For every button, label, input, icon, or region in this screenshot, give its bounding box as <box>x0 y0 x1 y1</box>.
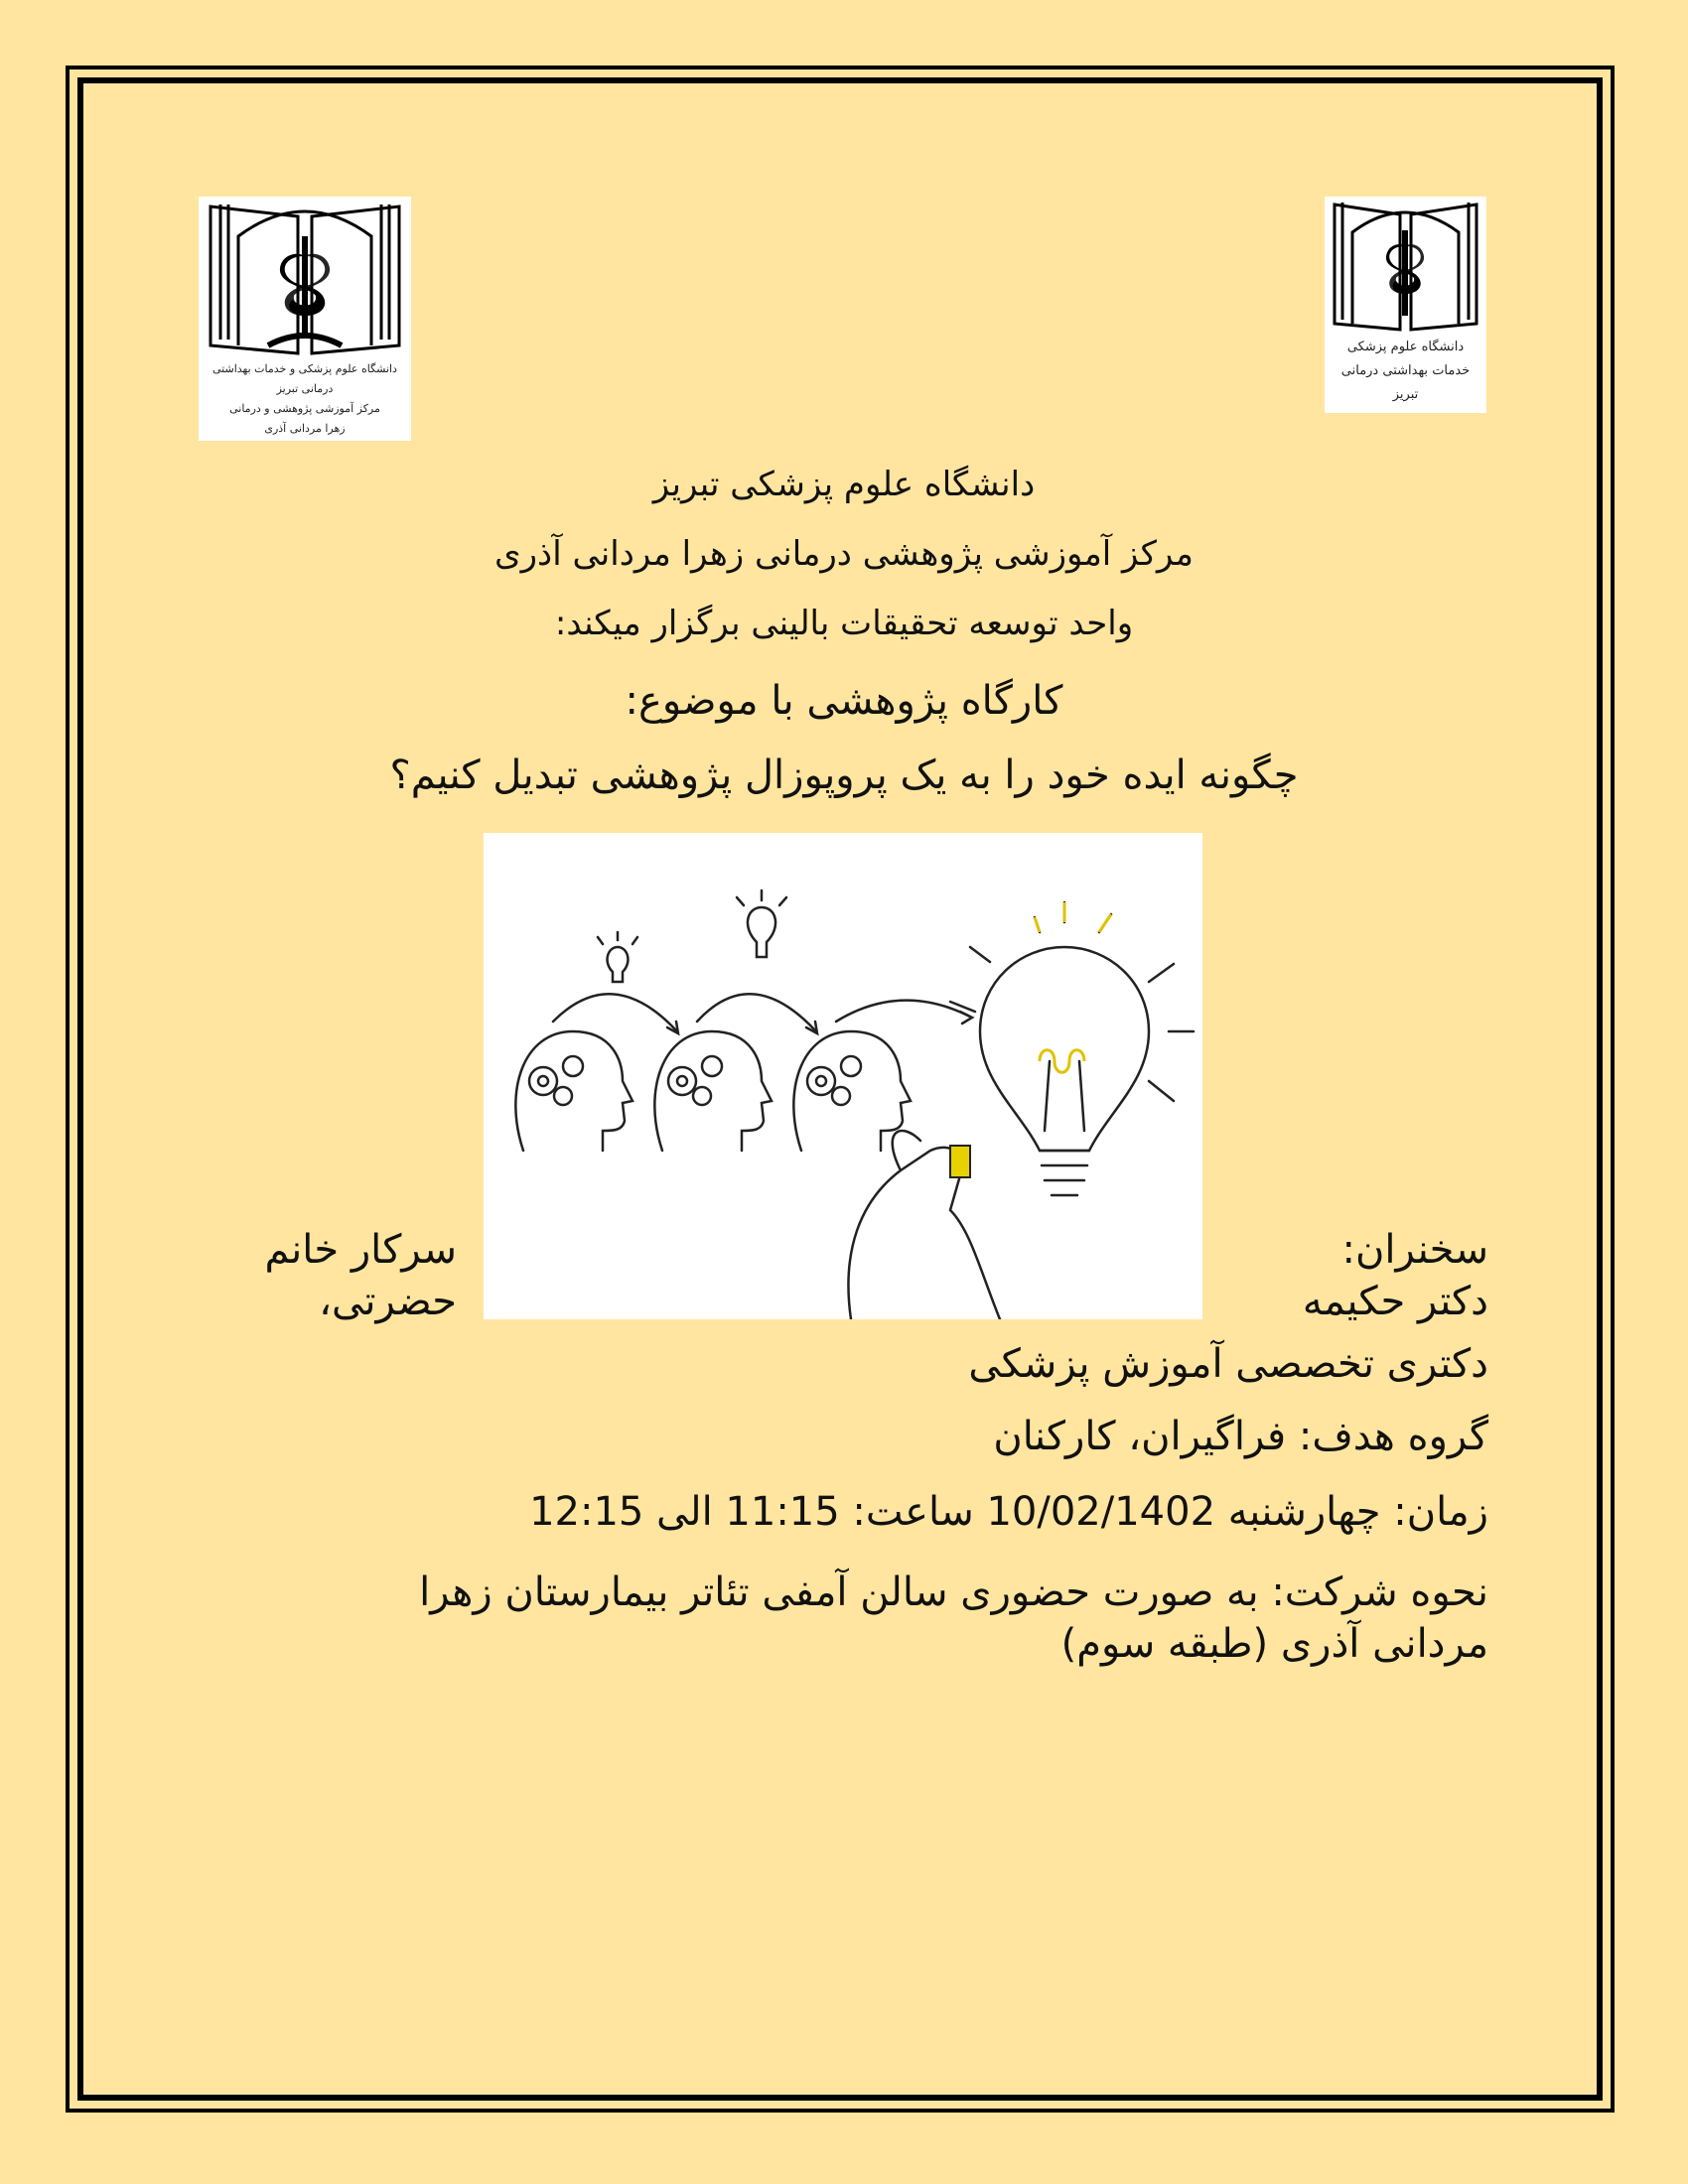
workshop-label: کارگاه پژوهشی با موضوع: <box>625 678 1063 724</box>
speaker2-block <box>264 1224 457 1327</box>
workshop-title: چگونه ایده خود را به یک پروپوزال پژوهشی تبدیل کنیم؟ <box>389 752 1299 798</box>
hospital-logo <box>199 197 411 441</box>
target-group: گروه هدف: فراگیران، کارکنان <box>993 1414 1488 1459</box>
book-emblem-icon <box>199 197 411 355</box>
event-place-line2: مردانی آذری (طبقه سوم) <box>1060 1621 1488 1667</box>
speaker1-name: دکتر حکیمه <box>1302 1279 1488 1324</box>
hospital-logo-caption: دانشگاه علوم پزشکی و خدمات بهداشتی درمانی تبریز مرکز آموزشی پژوهشی و درمانی زهرا مردانی آذری <box>212 362 397 435</box>
center-name: مرکز آموزشی پژوهشی درمانی زهرا مردانی آذری <box>494 534 1194 574</box>
idea-illustration <box>484 833 1202 1319</box>
speaker1-title: دکتری تخصصی آموزش پزشکی <box>968 1341 1488 1387</box>
speaker2-line1: سرکار خانم <box>264 1227 457 1273</box>
university-logo-caption: دانشگاه علوم پزشکی خدمات بهداشتی درمانی تبریز <box>1340 340 1471 402</box>
speaker1-block <box>1303 1224 1488 1327</box>
event-time: زمان: چهارشنبه 10/02/1402 ساعت: 11:15 الی 12:15 <box>529 1489 1488 1535</box>
university-logo <box>1325 197 1486 413</box>
speakers-label: سخنران: <box>1341 1227 1488 1273</box>
university-name: دانشگاه علوم پزشکی تبریز <box>652 465 1036 504</box>
idea-lightbulb-icon <box>484 833 1202 1319</box>
event-place-line1: نحوه شرکت: به صورت حضوری سالن آمفی تئاتر بیمارستان زهرا <box>419 1570 1488 1615</box>
organizer-line: واحد توسعه تحقیقات بالینی برگزار میکند: <box>554 604 1134 643</box>
speaker2-line2: حضرتی، <box>319 1279 457 1324</box>
event-place <box>419 1567 1488 1670</box>
book-emblem-icon <box>1325 197 1486 336</box>
